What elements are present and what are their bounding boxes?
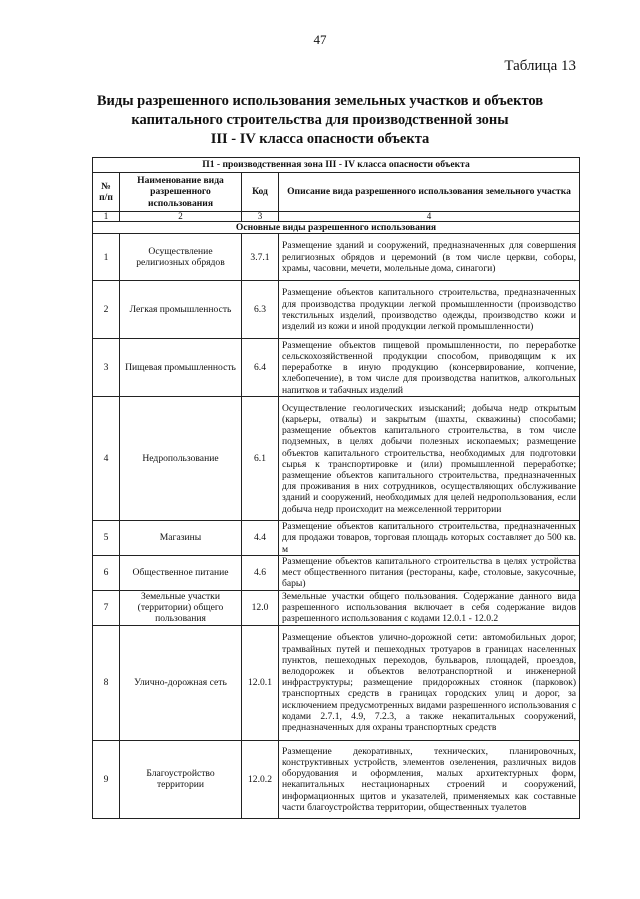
row-code: 3.7.1 (242, 234, 279, 281)
table-row (93, 625, 580, 740)
title-line-3: III - IV класса опасности объекта (210, 131, 430, 147)
row-code: 12.0.1 (242, 625, 279, 740)
section-title: Основные виды разрешенного использования (93, 222, 580, 234)
header-name: Наименование вида разрешенного использования (120, 173, 242, 212)
document-title (70, 92, 570, 149)
header-description: Описание вида разрешенного использования земельного участка (279, 173, 580, 212)
row-name: Общественное питание (120, 555, 242, 590)
row-number: 9 (93, 740, 120, 818)
row-name: Недропользование (120, 397, 242, 521)
column-number: 1 (93, 212, 120, 222)
row-name: Осуществление религиозных обрядов (120, 234, 242, 281)
land-use-table (92, 157, 580, 819)
header-code: Код (242, 173, 279, 212)
row-description: Размещение декоративных, технических, планировочных, конструктивных устройств, элементов озеленения, различных видов оборудования и оформления, малых архитектурных форм, некапитальных нестационарных строений и сооружений, информационных щитов и указателей, применяемых как составные части благоустройства территории, общественных туалетов (279, 740, 580, 818)
row-name: Улично-дорожная сеть (120, 625, 242, 740)
table-row (93, 339, 580, 397)
row-description: Размещение объектов капитального строительства в целях устройства мест общественного питания (рестораны, кафе, столовые, закусочные, бары) (279, 555, 580, 590)
page-number: 47 (313, 32, 327, 47)
row-code: 6.4 (242, 339, 279, 397)
column-number: 4 (279, 212, 580, 222)
table-label: Таблица 13 (504, 58, 576, 74)
row-number: 7 (93, 590, 120, 625)
row-code: 4.6 (242, 555, 279, 590)
row-description: Размещение объектов капитального строительства, предназначенных для продажи товаров, торговая площадь которых составляет до 500 кв. м (279, 521, 580, 556)
row-code: 6.1 (242, 397, 279, 521)
row-number: 2 (93, 281, 120, 339)
row-code: 12.0.2 (242, 740, 279, 818)
row-description: Размещение объектов улично-дорожной сети: автомобильных дорог, трамвайных путей и пешеходных тротуаров в границах населенных пунктов, пешеходных переходов, бульваров, площадей, проездов, велодорожек и объектов велотранспортной и инженерной инфраструктуры; размещение придорожных стоянок (парковок) транспортных средств в границах городских улиц и дорог, за исключением предусмотренных видами разрешенного использования с кодами 2.7.1, 4.9, 7.2.3, а также некапитальных сооружений, предназначенных для охраны транспортных средств (279, 625, 580, 740)
column-number: 2 (120, 212, 242, 222)
row-number: 4 (93, 397, 120, 521)
row-name: Земельные участки (территории) общего пользования (120, 590, 242, 625)
row-description: Осуществление геологических изысканий; добыча недр открытым (карьеры, отвалы) и закрытым (шахты, скважины) способами; размещение объектов капитального строительства, в том числе подземных, в целях добычи полезных ископаемых; размещение объектов капитального строительства, необходимых для подготовки сырья к транспортировке и (или) промышленной переработке; размещение объектов капитального строительства, предназначенных для проживания в них сотрудников, осуществляющих обслуживание зданий и сооружений, необходимых для целей недропользования, если добыча недр происходит на межселенной территории (279, 397, 580, 521)
row-code: 12.0 (242, 590, 279, 625)
row-number: 3 (93, 339, 120, 397)
title-line-2: капитального строительства для производственной зоны (131, 112, 509, 128)
row-code: 6.3 (242, 281, 279, 339)
table-row (93, 234, 580, 281)
header-num: № п/п (93, 173, 120, 212)
table-row (93, 590, 580, 625)
row-description: Размещение объектов пищевой промышленности, по переработке сельскохозяйственной продукции способом, приводящим к их переработке в иную продукцию (консервирование, копчение, хлебопечение), в том числе для производства напитков, алкогольных напитков и табачных изделий (279, 339, 580, 397)
column-number: 3 (242, 212, 279, 222)
table-row (93, 521, 580, 556)
row-name: Пищевая промышленность (120, 339, 242, 397)
table-row (93, 740, 580, 818)
row-code: 4.4 (242, 521, 279, 556)
row-description: Размещение зданий и сооружений, предназначенных для совершения религиозных обрядов и церемоний (в том числе церкви, соборы, храмы, часовни, мечети, молельные дома, синагоги) (279, 234, 580, 281)
row-description: Размещение объектов капитального строительства, предназначенных для производства продукции легкой промышленности (производство текстильных изделий, производство одежды, производство кожи и изделий из кожи и иной продукции легкой промышленности) (279, 281, 580, 339)
row-name: Благоустройство территории (120, 740, 242, 818)
row-name: Магазины (120, 521, 242, 556)
row-number: 5 (93, 521, 120, 556)
row-number: 8 (93, 625, 120, 740)
row-number: 6 (93, 555, 120, 590)
table-row (93, 281, 580, 339)
table-row (93, 397, 580, 521)
row-name: Легкая промышленность (120, 281, 242, 339)
table-row (93, 555, 580, 590)
title-line-1: Виды разрешенного использования земельных участков и объектов (96, 93, 544, 109)
row-number: 1 (93, 234, 120, 281)
row-description: Земельные участки общего пользования. Содержание данного вида разрешенного использования включает в себя содержание видов разрешенного использования с кодами 12.0.1 - 12.0.2 (279, 590, 580, 625)
zone-title: П1 - производственная зона III - IV класса опасности объекта (93, 158, 580, 173)
